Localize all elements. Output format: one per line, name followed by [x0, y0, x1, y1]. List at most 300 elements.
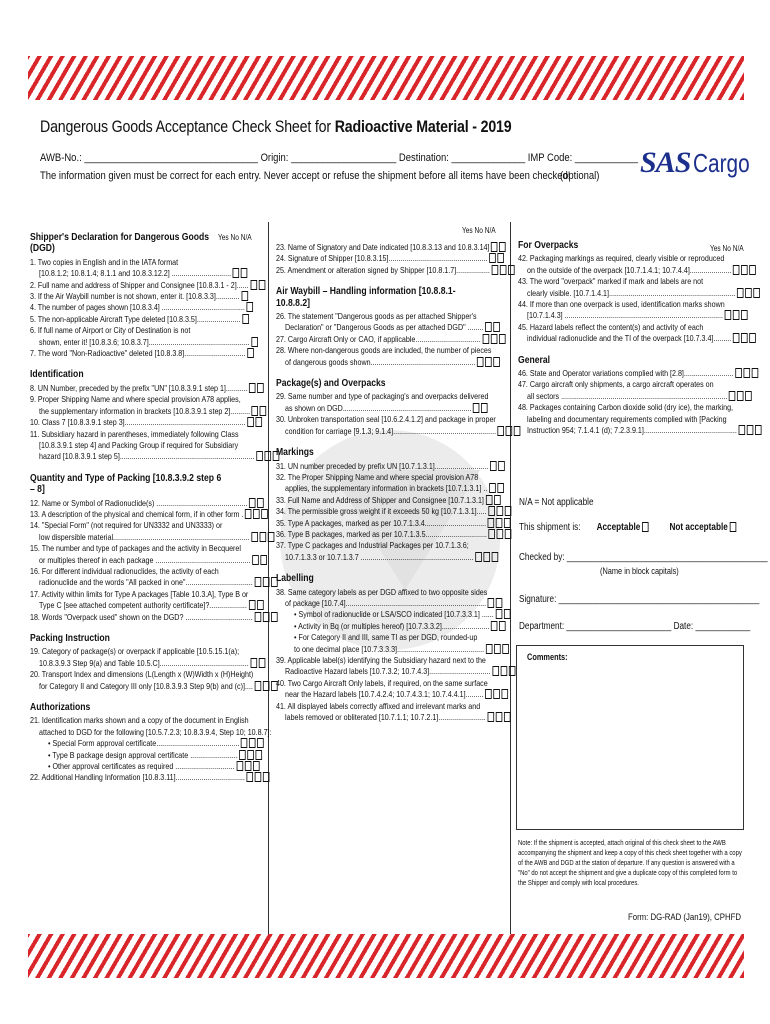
checklist-item [276, 414, 496, 425]
checkbox[interactable] [749, 333, 756, 343]
checkbox[interactable] [494, 644, 501, 654]
checkbox[interactable] [737, 288, 744, 298]
checkbox[interactable] [492, 552, 499, 562]
checkbox[interactable] [490, 461, 497, 471]
top-stripe-band [28, 56, 744, 100]
checkbox[interactable] [254, 612, 261, 622]
awb-line[interactable]: AWB-No.: _________________________________ Origin: ____________________ Destination: ______________ IMP Code: ____________ [40, 152, 639, 164]
checkbox[interactable] [496, 712, 503, 722]
checklist-item [276, 712, 486, 723]
checklist-item-text: the supplementary information in brackets [10.8.3.9.1 step 2].......... [39, 405, 251, 416]
checkbox[interactable] [741, 310, 748, 320]
acceptable-label: Acceptable [596, 522, 641, 533]
checkbox[interactable] [254, 681, 261, 691]
checkbox[interactable] [498, 426, 505, 436]
section-heading: Shipper's Declaration for Dangerous Goods (DGD) [30, 231, 210, 255]
not-acceptable-checkbox[interactable] [729, 522, 736, 532]
column-divider-2 [510, 222, 511, 934]
checklist-item [30, 577, 253, 588]
checklist-item-text: or multiples thereof in each package ................................................ [39, 554, 251, 565]
checklist-item [276, 471, 479, 483]
checkbox[interactable] [733, 333, 740, 343]
checklist-item-text: individual radionuclide and the TI of the overpack [10.7.3.4]......... [527, 333, 732, 344]
checklist-item-text: • For Category II and III, same TI as per DGD, rounded-up [294, 632, 478, 643]
checklist-item-text: • Activity in Bq (or multiples hereof) [10.7.3.3.2]........................ [294, 620, 490, 631]
checklist-item-text: [10.7.1.4.3] ................................................................................ [527, 310, 723, 321]
checkbox[interactable] [256, 451, 263, 461]
checklist-item [276, 333, 481, 345]
checkbox[interactable] [253, 509, 260, 519]
checklist-item [276, 597, 487, 609]
checklist-item [30, 669, 254, 680]
checkbox[interactable] [498, 461, 505, 471]
checklist-item-text: 12. Name or Symbol of Radionuclide(s) .............................................. [30, 497, 248, 508]
checkbox[interactable] [491, 265, 498, 275]
checklist-item [30, 405, 251, 417]
shipment-status [519, 522, 736, 533]
checkbox[interactable] [473, 403, 480, 413]
checkbox[interactable] [259, 658, 266, 668]
checklist-item-text: 24. Signature of Shipper [10.8.3.15].................................................. [276, 253, 488, 264]
checklist-item-text: 46. State and Operator variations complied with [2.8]......................... [518, 368, 734, 379]
checklist-item [30, 738, 240, 749]
checklist-item [276, 586, 488, 598]
checklist-item-text: [10.8.1.2; 10.8.1.4; 8.1.1 and 10.8.3.12.2] .............................. [39, 268, 232, 279]
checklist-item-text: 36. Type B packages, marked as per 10.7.1.3.5............................... [276, 528, 487, 539]
checkbox[interactable] [745, 391, 752, 401]
checkbox[interactable] [253, 761, 260, 771]
checklist-item-text: 7. The word "Non-Radioactive" deleted [10.8.3.8]............................... [30, 348, 246, 359]
checklist-item [30, 325, 224, 336]
checkbox[interactable] [488, 506, 495, 516]
checklist-item-text: [10.8.3.9.1 step 4] and Packing Group if required for Subsidiary [39, 439, 239, 450]
checked-by-field[interactable]: Checked by: ____________________________________________ [519, 552, 768, 563]
checklist-item-text: 21. Identification marks shown and a copy of the document in English [30, 715, 249, 726]
checkbox[interactable] [255, 772, 262, 782]
checklist-item-text: Type C [see attached competent authority certificate]?................... [39, 600, 247, 611]
checklist-item-text: on the outside of the overpack [10.7.1.4.1; 10.7.4.4]..................... [527, 264, 732, 275]
checkbox[interactable] [502, 644, 509, 654]
checklist-item-text: hazard [10.8.3.9.1 step 5].................................................................... [39, 451, 255, 462]
checklist-item-text: as shown on DGD................................................................. [285, 402, 472, 413]
comments-box[interactable] [516, 645, 744, 830]
checklist-item [276, 253, 488, 264]
checkbox[interactable] [249, 498, 256, 508]
checklist-item [276, 311, 477, 322]
form-reference: Form: DG-RAD (Jan19), CPHFD [628, 912, 741, 923]
column-right [518, 230, 758, 437]
checkbox[interactable] [247, 348, 254, 358]
checkbox[interactable] [475, 552, 482, 562]
checklist-item-text: 42. Packaging markings as required, clearly visible or reproduced [518, 253, 725, 264]
checklist-item [30, 313, 241, 325]
checkbox[interactable] [508, 265, 515, 275]
checkbox[interactable] [485, 357, 492, 367]
checkbox[interactable] [499, 621, 506, 631]
checkbox[interactable] [249, 738, 256, 748]
checklist-item [30, 336, 250, 348]
checklist-item-text: 41. All displayed labels correctly affixed and irrelevant marks and [276, 700, 481, 711]
checklist-item [276, 242, 490, 253]
section-heading: Identification [30, 368, 84, 381]
checklist-item [276, 483, 488, 494]
checkbox[interactable] [491, 334, 498, 344]
checkbox[interactable] [247, 417, 254, 427]
checklist-item-text: 43. The word "overpack" marked if mark and labels are not [518, 276, 704, 287]
checklist-item [30, 772, 245, 783]
checklist-item-text: 38. Same category labels as per DGD affixed to two opposite sides [276, 586, 488, 597]
checkbox[interactable] [247, 772, 254, 782]
checklist-item [518, 264, 732, 276]
checkbox[interactable] [491, 621, 498, 631]
checklist-item-text: 22. Additional Handling Information [10.8.3.11]................................... [30, 772, 245, 783]
checkbox[interactable] [247, 302, 254, 312]
checklist-item-text: 27. Cargo Aircraft Only or CAO, if applicable................................. [276, 333, 481, 344]
checklist-item-text: 8. UN Number, preceded by the prefix "UN" [10.8.3.9.1 step 1]........... [30, 382, 248, 393]
checklist-item [276, 460, 489, 472]
checklist-item-text: labeling and documentary requirements complied with [Packing [527, 413, 727, 424]
checklist-item [30, 497, 248, 509]
section-heading: Air Waybill – Handling information [10.8.8.1-10.8.8.2] [276, 285, 456, 309]
checkbox[interactable] [263, 612, 270, 622]
checkbox[interactable] [260, 406, 267, 416]
checklist-item-text: • Symbol of radionuclide or LSA/SCO indicated [10.7.3.3.1] ...... [294, 609, 494, 620]
checkbox[interactable] [729, 391, 736, 401]
checklist-item [30, 566, 224, 577]
checklist-item [276, 643, 485, 655]
checkbox[interactable] [493, 322, 500, 332]
checklist-item-text: low dispersible material..................................................................... [39, 531, 250, 542]
checklist-item-text: applies, the supplementary information in brackets [10.7.1.3.1] .. [285, 483, 488, 494]
optional-label: (optional) [560, 170, 600, 182]
checkbox[interactable] [500, 265, 507, 275]
checklist-item [30, 646, 240, 657]
checklist-item [276, 632, 478, 643]
checkbox[interactable] [496, 518, 503, 528]
checklist-item-text: 5. The non-applicable Aircraft Type deleted [10.8.3.5]...................... [30, 313, 241, 324]
checklist-item-text: 48. Packages containing Carbon dioxide solid (dry ice), the marking, [518, 402, 734, 413]
checkbox[interactable] [505, 529, 512, 539]
checkbox[interactable] [749, 265, 756, 275]
checkbox[interactable] [486, 644, 493, 654]
checklist-item [30, 508, 244, 520]
checkbox[interactable] [488, 598, 495, 608]
na-note: N/A = Not applicable [519, 497, 594, 508]
checkbox[interactable] [250, 658, 257, 668]
checklist-item-text: 6. If full name of Airport or City of Destination is not [30, 325, 191, 336]
checkbox[interactable] [249, 600, 256, 610]
checklist-item [30, 761, 235, 772]
checkbox[interactable] [252, 555, 259, 565]
checkbox[interactable] [492, 666, 499, 676]
checklist-item [30, 439, 239, 451]
checklist-item [30, 268, 232, 279]
checklist-item-text: 23. Name of Signatory and Date indicated [10.8.3.13 and 10.8.3.14] [276, 242, 490, 252]
checklist-item [30, 520, 224, 531]
checkbox[interactable] [497, 483, 504, 493]
checkbox[interactable] [263, 681, 270, 691]
checkbox[interactable] [251, 532, 258, 542]
checkbox[interactable] [497, 529, 504, 539]
checklist-item [518, 322, 715, 333]
checklist-item [30, 611, 253, 623]
checklist-item-text: 34. The permissible gross weight if it exceeds 50 kg [10.7.1.3.1]..... [276, 506, 487, 517]
checkbox[interactable] [497, 253, 504, 263]
checklist-item-text: 14. "Special Form" (not required for UN3332 and UN3333) or [30, 520, 223, 531]
checkbox[interactable] [504, 712, 511, 722]
checklist-item [518, 299, 725, 310]
sas-cargo-logo: SAS Cargo [640, 146, 750, 179]
checkbox[interactable] [754, 288, 761, 298]
checkbox[interactable] [239, 750, 246, 760]
checklist-item-text: 25. Amendment or alteration signed by Shipper [10.8.1.7]................. [276, 264, 490, 275]
checklist-item [276, 689, 484, 700]
checkbox[interactable] [268, 532, 275, 542]
checkbox[interactable] [501, 689, 508, 699]
checkbox[interactable] [481, 403, 488, 413]
checklist-item [30, 428, 239, 440]
checkbox[interactable] [751, 368, 758, 378]
checklist-item [518, 368, 734, 379]
column-left [30, 222, 272, 784]
checkbox[interactable] [755, 425, 762, 435]
checklist-item [518, 413, 727, 425]
checklist-item [30, 394, 241, 405]
checklist-item [276, 356, 476, 368]
checklist-item-text: of package [10.7.4]....................................................................... [285, 597, 487, 608]
checkbox[interactable] [233, 268, 240, 278]
comments-label: Comments: [527, 652, 568, 662]
checklist-item-text: 31. UN number preceded by prefix UN [10.7.1.3.1]........................... [276, 460, 489, 471]
checkbox[interactable] [495, 609, 502, 619]
checkbox[interactable] [747, 425, 754, 435]
checkbox[interactable] [489, 253, 496, 263]
checkbox[interactable] [506, 426, 513, 436]
checklist-item-text: 17. Activity within limits for Type A packages [Table 10.3.A], Type B or [30, 588, 249, 599]
yes-no-na-header-1: Yes No N/A [218, 233, 252, 242]
checkbox[interactable] [236, 761, 243, 771]
checklist-item-text: 10. Class 7 [10.8.3.9.1 step 3]............................................................. [30, 417, 246, 428]
checkbox[interactable] [499, 242, 506, 252]
checklist-item-text: 28. Where non-dangerous goods are included, the number of pieces [276, 345, 492, 356]
checkbox[interactable] [491, 242, 498, 252]
signature-field[interactable]: Signature: ____________________________________________ [519, 594, 760, 605]
checklist-item-text: 20. Transport Index and dimensions (L(Length x (W)Width x (H)Height) [30, 669, 254, 680]
checkbox[interactable] [488, 518, 495, 528]
checkbox[interactable] [245, 509, 252, 519]
checklist-item [276, 551, 474, 563]
checkbox[interactable] [252, 406, 259, 416]
checkbox[interactable] [499, 334, 506, 344]
checkbox[interactable] [257, 738, 264, 748]
checkbox[interactable] [485, 689, 492, 699]
checklist-item-text: attached to DGD for the following [10.5.7.2.3; 10.8.3.9.4, Step 10; 10.8.7]: [39, 726, 272, 737]
checkbox[interactable] [487, 712, 494, 722]
checklist-item-text: 9. Proper Shipping Name and where special provision A78 applies, [30, 394, 241, 405]
checkbox[interactable] [494, 495, 501, 505]
checklist-item [276, 506, 487, 517]
checklist-item [276, 620, 490, 632]
checkbox[interactable] [509, 666, 516, 676]
checklist-item-text: clearly visible. [10.7.1.4.1]................................................................ [527, 287, 736, 298]
checkbox[interactable] [745, 288, 752, 298]
checkbox[interactable] [260, 555, 267, 565]
acceptance-note: Note: If the shipment is accepted, attach original of this check sheet to the AWB accompanying the shipment and keep a copy of this check sheet together with a copy of the AWB and DGD at the station of departure. If any question is answered with a "No" do not accept the shipment and give a duplicate copy of this completed form to the Shipper and comply with local procedures. [518, 838, 742, 887]
checklist-item [30, 554, 251, 566]
checklist-item [518, 287, 736, 299]
checklist-item-text: 13. A description of the physical and chemical form, if in other form . [30, 508, 244, 519]
yes-no-na-header-3: Yes No N/A [710, 244, 744, 253]
checklist-item [276, 540, 469, 551]
department-date-field[interactable]: Department: _______________________ Date: ____________ [519, 621, 751, 632]
checkbox[interactable] [248, 750, 255, 760]
checklist-item-text: near the Hazard labels [10.7.4.2.4; 10.7.4.3.1; 10.7.4.4.1]......... [285, 689, 484, 700]
checkbox[interactable] [241, 291, 248, 301]
checklist-item-text: 32. The Proper Shipping Name and where special provision A78 [276, 471, 479, 482]
checkbox[interactable] [258, 383, 265, 393]
checkbox[interactable] [249, 383, 256, 393]
checklist-item-text: 16. For different individual radionuclides, the activity of each [30, 565, 219, 576]
checkbox[interactable] [263, 577, 270, 587]
checklist-item [276, 655, 486, 666]
checklist-item [518, 379, 715, 390]
checkbox[interactable] [494, 357, 501, 367]
checklist-item [30, 257, 224, 268]
checkbox[interactable] [254, 577, 261, 587]
checklist-item [30, 543, 241, 554]
checklist-item [30, 348, 246, 359]
checkbox[interactable] [242, 314, 249, 324]
checklist-item [30, 291, 240, 302]
checklist-item [276, 345, 492, 356]
section-heading: Quantity and Type of Packing [10.8.3.9.2 step 6 – 8] [30, 471, 222, 496]
checkbox[interactable] [496, 598, 503, 608]
checkbox[interactable] [263, 772, 270, 782]
section-heading: Packing Instruction [30, 632, 110, 644]
checklist-item-text: 18. Words "Overpack used" shown on the DGD? .................................. [30, 611, 253, 622]
checkbox[interactable] [489, 483, 496, 493]
checkbox[interactable] [485, 322, 492, 332]
checklist-item-text: • Type B package design approval certificate ........................ [48, 749, 238, 760]
checklist-item-text: for Category II and Category III only [10.8.3.9.3 Step 9(b) and (c)].... [39, 680, 253, 691]
checklist-item-text: of dangerous goods shown..................................................... [285, 356, 476, 367]
checkbox[interactable] [496, 506, 503, 516]
checklist-item [276, 494, 484, 506]
name-block-capitals: (Name in block capitals) [600, 566, 679, 576]
checklist-item [518, 276, 715, 287]
checklist-item-text: 15. The number and type of packages and the activity in Becquerel [30, 543, 241, 554]
checklist-item [518, 333, 732, 344]
checklist-item-text: 26. The statement "Dangerous goods as per attached Shipper's [276, 311, 477, 322]
checklist-item-text: 45. Hazard labels reflect the content(s) and activity of each [518, 321, 704, 332]
checkbox[interactable] [741, 265, 748, 275]
checklist-item-text: 29. Same number and type of packaging's and overpacks delivered [276, 391, 489, 402]
checkbox[interactable] [743, 368, 750, 378]
checklist-item-text: 33. Full Name and Address of Shipper and Consignee [10.7.1.3.1] [276, 494, 484, 505]
checklist-item-text: 39. Applicable label(s) identifying the Subsidiary hazard next to the [276, 655, 486, 665]
checkbox[interactable] [725, 310, 732, 320]
checklist-item-text: 37. Type C packages and Industrial Packages per 10.7.1.3.6; [276, 540, 469, 551]
checkbox[interactable] [483, 552, 490, 562]
checklist-item [518, 402, 734, 413]
checklist-item-text: 35. Type A packages, marked as per 10.7.1.3.4............................... [276, 517, 487, 528]
checkbox[interactable] [493, 689, 500, 699]
checkbox[interactable] [489, 529, 496, 539]
checkbox[interactable] [244, 761, 251, 771]
checklist-item-text: 10.8.3.9.3 Step 9(a) and Table 10.5.C]............................................. [39, 657, 249, 668]
checkbox[interactable] [255, 417, 262, 427]
checkbox[interactable] [257, 498, 264, 508]
checkbox[interactable] [735, 368, 742, 378]
checklist-item-text: all sectors .................................................................................... [527, 390, 728, 401]
checklist-item [276, 402, 472, 414]
section-heading: Package(s) and Overpacks [276, 377, 386, 390]
checkbox[interactable] [257, 600, 264, 610]
checkbox[interactable] [739, 425, 746, 435]
checkbox[interactable] [258, 280, 265, 290]
checkbox[interactable] [264, 451, 271, 461]
checkbox[interactable] [251, 337, 258, 347]
checklist-item-text: 30. Unbroken transportation seal [10.6.2.4.1.2] and package in proper [276, 414, 496, 425]
acceptable-checkbox[interactable] [642, 522, 649, 532]
checklist-item-text: 19. Category of package(s) or overpack if applicable [10.5.15.1(a); [30, 646, 240, 657]
info-line: The information given must be correct for each entry. Never accept or refuse the shipment before all items have been checked! [40, 170, 571, 182]
checklist-item [30, 715, 249, 726]
checklist-item-text: 10.7.1.3.3 or 10.7.1.3.7 ......................................................... [285, 551, 474, 562]
checklist-item-text: • Special Form approval certificate.......................................... [48, 738, 240, 749]
checkbox[interactable] [737, 391, 744, 401]
checkbox[interactable] [504, 609, 511, 619]
checklist-item [276, 391, 489, 402]
checkbox[interactable] [505, 506, 512, 516]
checklist-item [276, 666, 491, 677]
checklist-item [30, 382, 248, 394]
checkbox[interactable] [733, 265, 740, 275]
checkbox[interactable] [500, 666, 507, 676]
checklist-item-text: 44. If more than one overpack is used, identification marks shown [518, 299, 725, 310]
checkbox[interactable] [259, 532, 266, 542]
shipment-label: This shipment is: [519, 522, 581, 533]
checklist-item [276, 677, 488, 689]
checklist-item [276, 322, 484, 333]
checklist-item-text: 4. The number of pages shown [10.8.3.4] .......................................... [30, 302, 245, 313]
checkbox[interactable] [250, 280, 257, 290]
checklist-item-text: labels removed or obliterated [10.7.1.1; 10.7.2.1]........................ [285, 712, 486, 723]
checklist-item-text: condition for carriage [9.1.3; 9.1.4].................................................... [285, 425, 497, 436]
checkbox[interactable] [261, 509, 268, 519]
section-heading: Authorizations [30, 701, 91, 714]
checklist-item-text: 2. Full name and address of Shipper and Consignee [10.8.3.1 - 2]...... [30, 279, 249, 290]
checklist-item [30, 451, 255, 462]
checklist-item [276, 425, 497, 437]
checkbox[interactable] [477, 357, 484, 367]
checklist-item-text: shown, enter it! [10.8.3.6; 10.8.3.7]................................................... [39, 336, 250, 347]
checklist-item [276, 517, 487, 529]
checklist-item-text: 1. Two copies in English and in the IATA format [30, 256, 179, 267]
checkbox[interactable] [486, 495, 493, 505]
checkbox[interactable] [504, 518, 511, 528]
checkbox[interactable] [733, 310, 740, 320]
checklist-item [30, 726, 272, 738]
checkbox[interactable] [741, 333, 748, 343]
checkbox[interactable] [482, 334, 489, 344]
checkbox[interactable] [241, 268, 248, 278]
checkbox[interactable] [256, 750, 263, 760]
checklist-item-text: Radioactive Hazard labels [10.7.3.2; 10.7.4.3]............................... [285, 666, 491, 677]
checklist-item-text: 3. If the Air Waybill number is not shown, enter it. [10.8.3.3]............ [30, 291, 240, 302]
checklist-item-text: 40. Two Cargo Aircraft Only labels, if required, on the same surface [276, 677, 488, 688]
checkbox[interactable] [241, 738, 248, 748]
